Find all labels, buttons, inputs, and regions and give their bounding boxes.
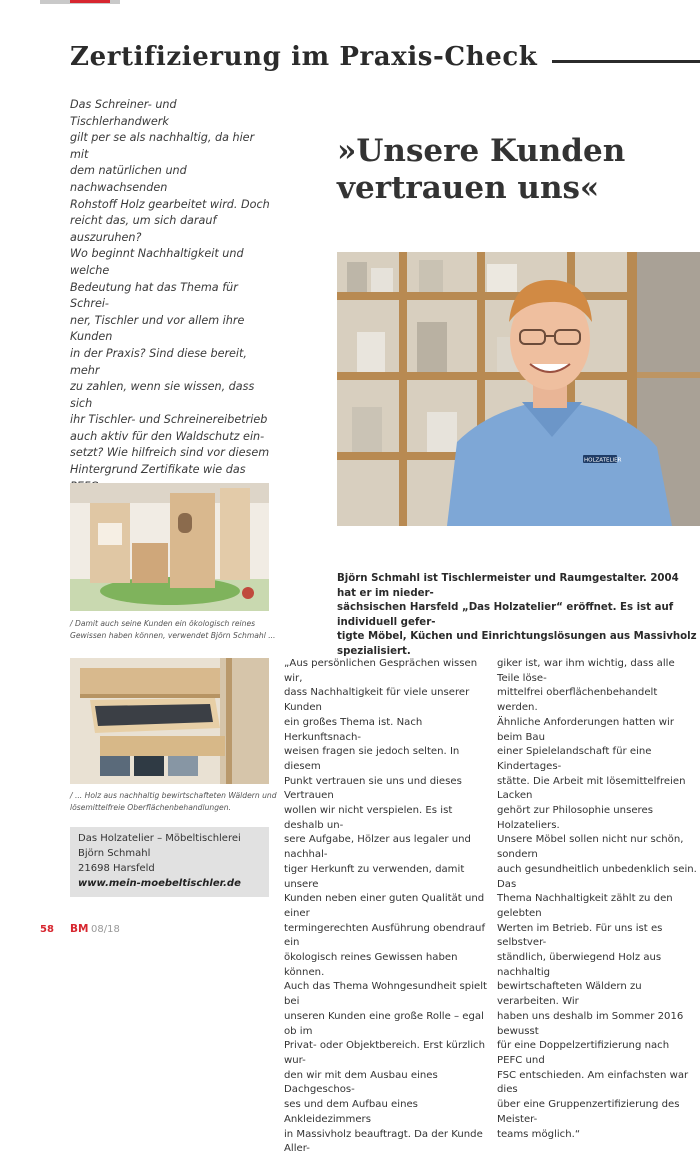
contact-box	[70, 827, 269, 897]
issue-number: 08/18	[91, 924, 120, 935]
portrait-caption: Björn Schmahl ist Tischlermeister und Raumgestalter. 2004 hat er im nieder- sächsischen Harsfeld „Das Holzatelier“ eröffnet. Es ist auf individuell gefer- tigte Möbel, Küchen und Einrichtungslösungen aus Massivholz spezialisiert.	[337, 573, 697, 657]
contact-name: Björn Schmahl	[78, 848, 151, 859]
portrait-photo	[337, 252, 700, 526]
contact-city: 21698 Harsfeld	[78, 863, 155, 874]
page-number: 58	[40, 924, 54, 935]
contact-website-link[interactable]: www.mein-moebeltischler.de	[78, 878, 241, 889]
photo1-caption: / Damit auch seine Kunden ein ökologisch reines Gewissen haben können, verwendet Björn Schmahl ...	[70, 619, 276, 640]
portrait-illustration	[337, 252, 700, 526]
drawer-photo	[70, 658, 269, 784]
pull-quote: »Unsere Kunden vertrauen uns«	[337, 133, 626, 206]
play-landscape-photo	[70, 483, 269, 611]
body-column-1: „Aus persönlichen Gesprächen wissen wir, dass Nachhaltigkeit für viele unserer Kunden ein großes Thema ist. Nach Herkunftsnach- weisen fragen sie jedoch selten. In diesem Punkt vertrauen sie uns und dieses Vertrauen wollen wir nicht verspielen. Es ist deshalb un- sere Aufgabe, Hölzer aus legaler und nachhal- tiger Herkunft zu verwenden, damit unsere Kunden neben einer guten Qualität und einer termingerechten Ausführung obendrauf ein ökologisch reines Gewissen haben können. Auch das Thema Wohngesundheit spielt bei unseren Kunden eine große Rolle – egal ob im Privat- oder Objektbereich. Erst kürzlich wur- den wir mit dem Ausbau eines Dachgeschos- ses und dem Aufbau eines Ankleidezimmers in Massivholz beauftragt. Da der Kunde Aller-	[284, 658, 487, 1155]
contact-company: Das Holzatelier – Möbeltischlerei	[78, 833, 241, 844]
intro-paragraph: Das Schreiner- und Tischlerhandwerk gilt per se als nachhaltig, da hier mit dem natürlichen und nachwachsenden Rohstoff Holz gearbeitet wird. Doch reicht das, um sich darauf auszuruhen? Wo beginnt Nachhaltigkeit und welche Bedeutung hat das Thema für Schrei- ner, Tischler und vor allem ihre Kunden in der Praxis? Sind diese bereit, mehr zu zahlen, wenn sie wissen, dass sich ihr Tischler- und Schreinereibetrieb auch aktiv für den Waldschutz ein- setzt? Wie hilfreich sind vor diesem Hintergrund Zertifikate wie das	[70, 98, 270, 477]
play-landscape-illustration	[70, 483, 269, 611]
title-rule	[552, 60, 700, 63]
photo2-caption: / ... Holz aus nachhaltig bewirtschafteten Wäldern und lösemittelfreie Oberflächenbehandlungen.	[70, 791, 277, 812]
body-column-2: giker ist, war ihm wichtig, dass alle Teile löse- mittelfrei oberflächenbehandelt werden. Ähnliche Anforderungen hatten wir beim Bau einer Spielelandschaft für eine Kindertages- stätte. Die Arbeit mit lösemittelfreien Lacken gehört zur Philosophie unseres Holzateliers. Unsere Möbel sollen nicht nur schön, sondern auch gesundheitlich unbedenklich sein. Das Thema Nachhaltigkeit zählt zu den gelebten Werten im Betrieb. Für uns ist es selbstver- ständlich, überwiegend Holz aus nachhaltig bewirtschafteten Wäldern zu verarbeiten. Wir haben uns deshalb im Sommer 2016 bewusst für eine Doppelzertifizierung nach PEFC und FSC entschieden. Am einfachsten war dies über eine Gruppenzertifizierung des Meister- teams möglich.“	[497, 658, 697, 1140]
page-title: Zertifizierung im Praxis-Check	[70, 42, 538, 72]
magazine-name: BM	[70, 923, 89, 935]
top-accent-bar	[70, 0, 110, 3]
drawer-illustration	[70, 658, 269, 784]
shirt-logo: HOLZATELIER	[584, 457, 622, 464]
